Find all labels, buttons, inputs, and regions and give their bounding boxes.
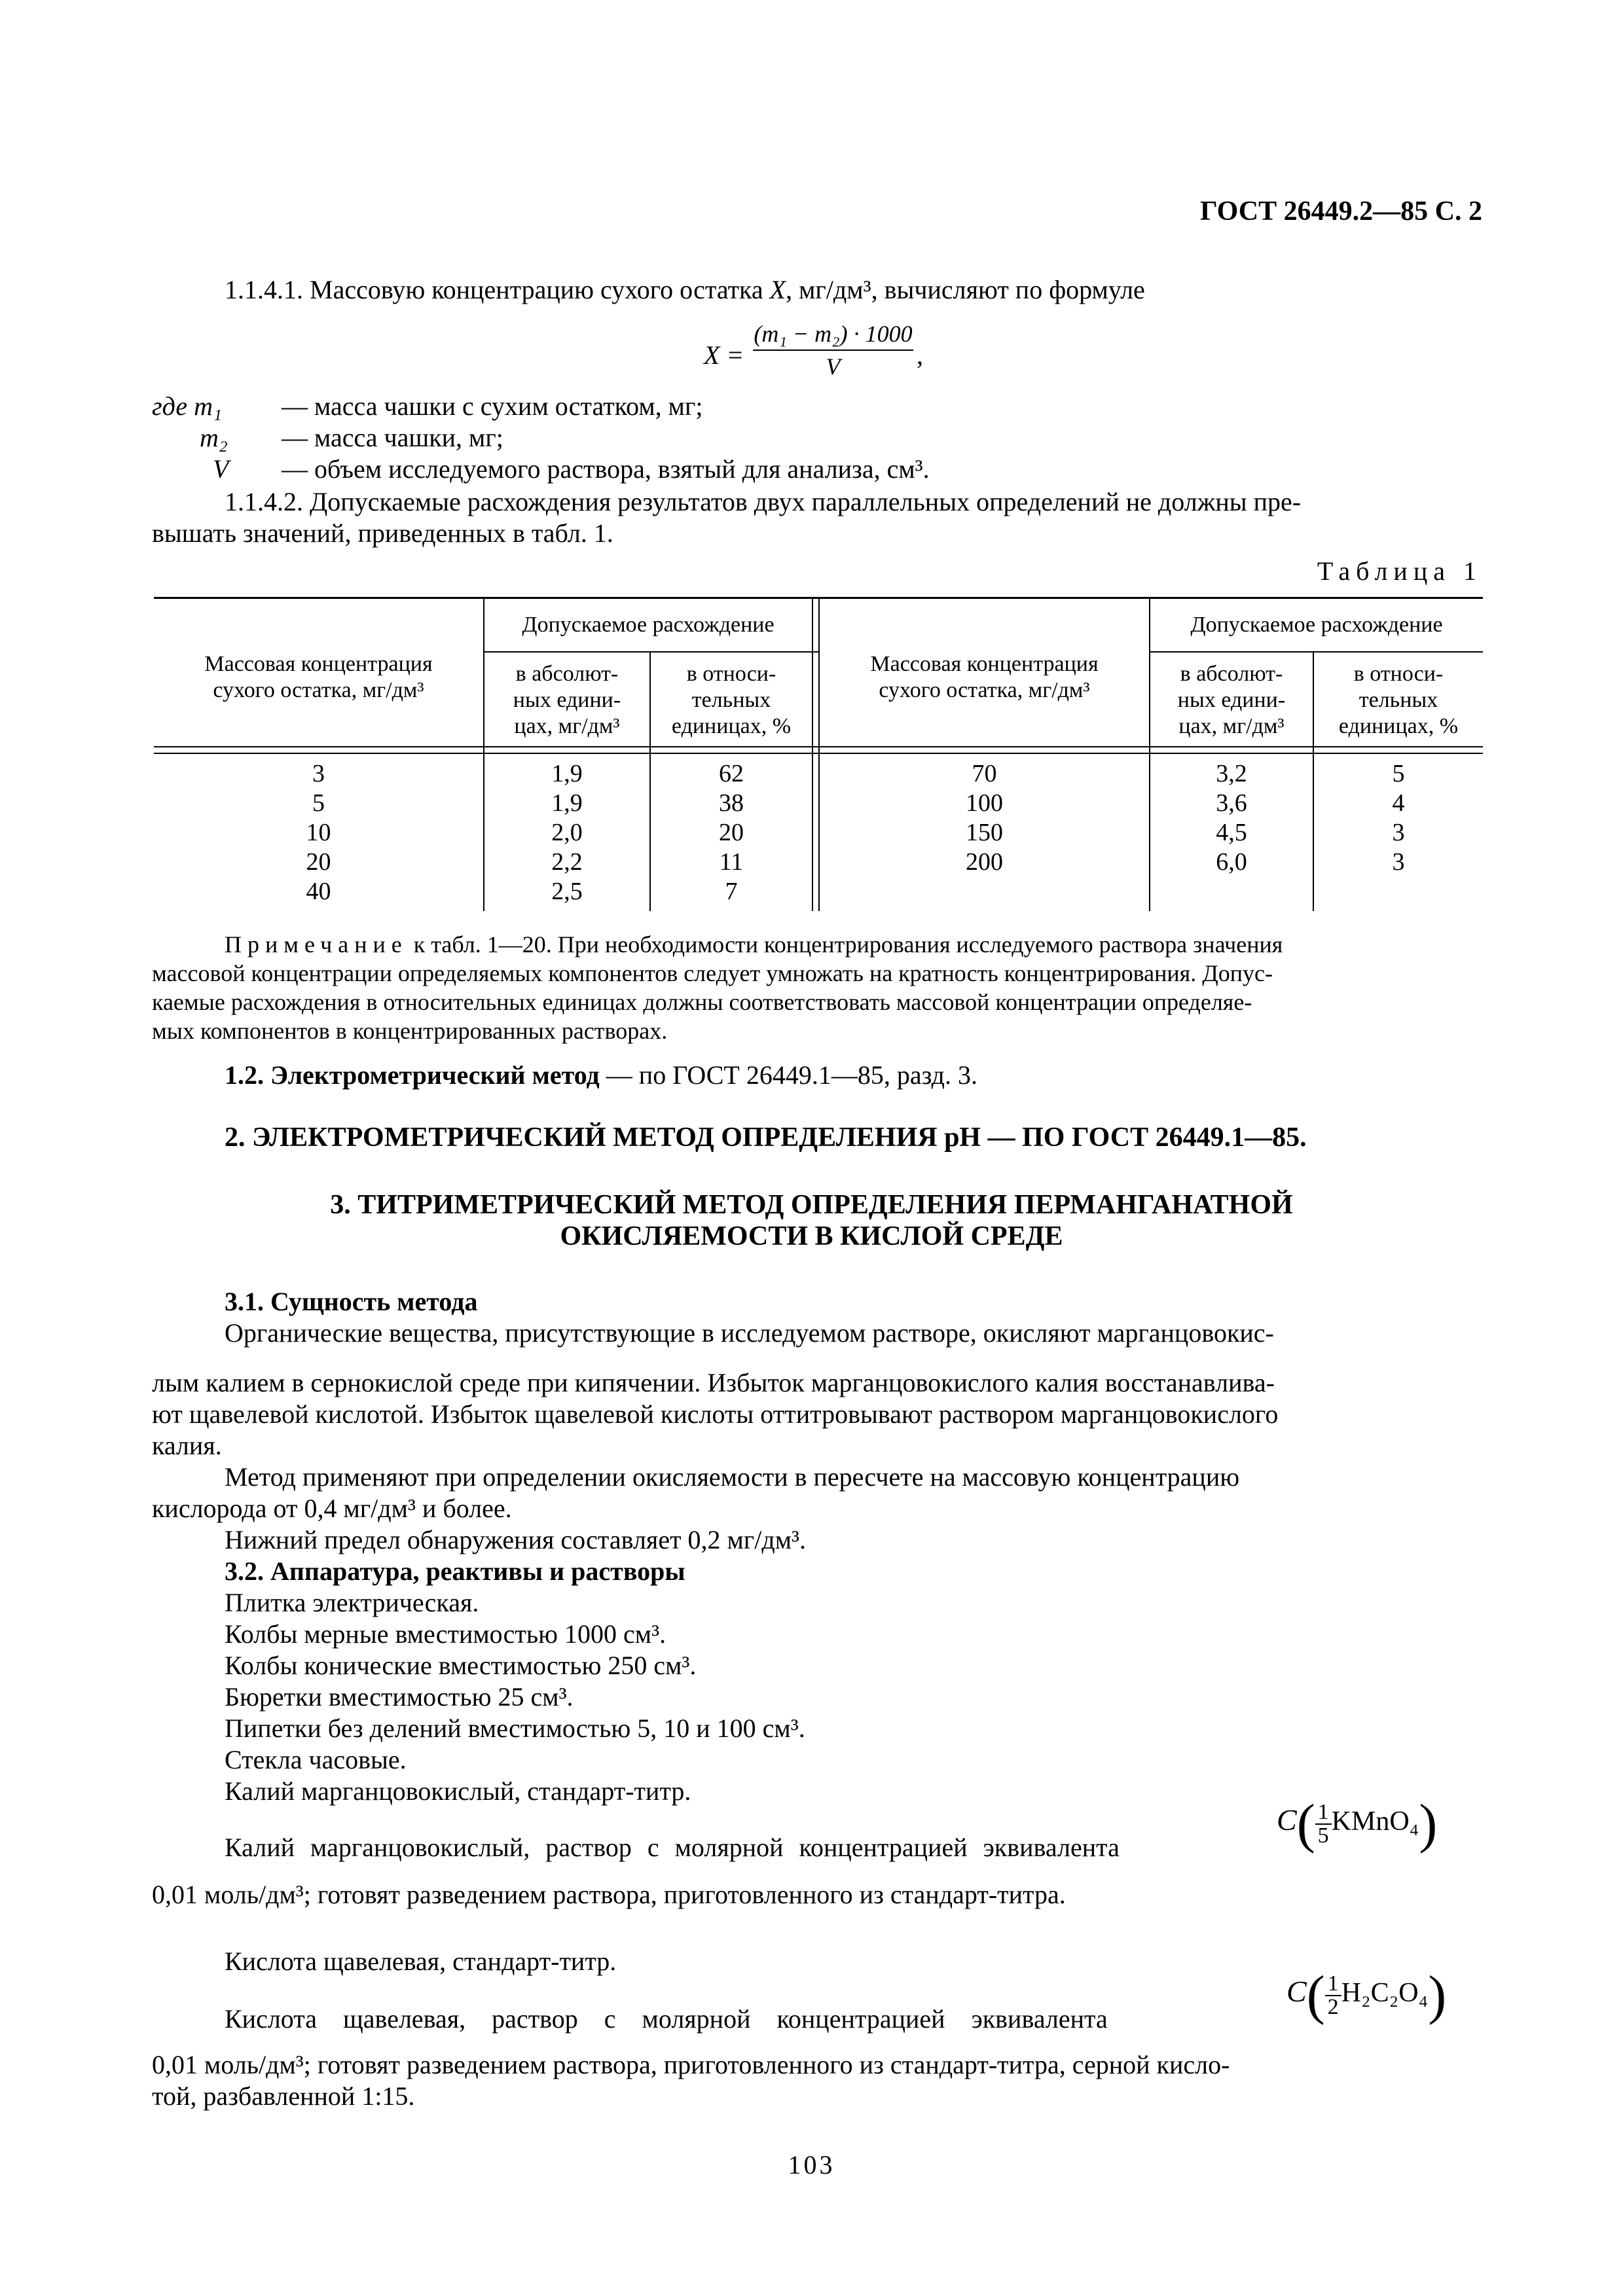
cell: 2,0 <box>551 819 583 846</box>
para-3-1-p1-l3: ют щавелевой кислотой. Избыток щавелевой кислоты оттитровывают раствором марганцовокислого <box>152 1399 1279 1429</box>
cell: 4 <box>1392 789 1405 817</box>
cell: 5 <box>312 789 325 817</box>
formula-fraction <box>753 321 913 380</box>
oxalic-fraction: $\frac{1}{2}$ <box>1325 1973 1341 2018</box>
cell: 150 <box>966 819 1003 846</box>
cell: 100 <box>966 789 1003 817</box>
list-item: Бюретки вместимостью 25 см³. <box>225 1682 574 1712</box>
th-rel-right-3: единицах, % <box>1338 714 1459 738</box>
cell: 20 <box>719 819 744 846</box>
th-abs-right-2: ных едини- <box>1177 688 1286 712</box>
page-number: 103 <box>788 2150 835 2179</box>
kmno4-line2: 0,01 моль/дм³; готовят разведением раствора, приготовленного из стандарт-титра. <box>152 1880 1066 1909</box>
th-abs-left-1: в абсолют- <box>515 662 619 686</box>
section-3-title-line1: 3. ТИТРИМЕТРИЧЕСКИЙ МЕТОД ОПРЕДЕЛЕНИЯ ПЕРМАНГАНАТНОЙ <box>330 1190 1293 1220</box>
section-2-title: 2. ЭЛЕКТРОМЕТРИЧЕСКИЙ МЕТОД ОПРЕДЕЛЕНИЯ pH — ПО ГОСТ 26449.1—85. <box>225 1122 1307 1153</box>
th-allowed-right: Допускаемое расхождение <box>1190 613 1443 637</box>
th-rel-right-2: тельных <box>1359 688 1438 712</box>
cell: 2,5 <box>551 878 583 905</box>
th-rel-left-1: в относи- <box>686 662 776 686</box>
cell: 2,2 <box>551 848 583 876</box>
col-right-abs <box>1150 759 1313 877</box>
note-line3: каемые расхождения в относительных единицах должны соответствовать массовой концентрации определяе- <box>152 989 1252 1015</box>
oxalic-formula: C( $\frac{1}{2}$ H₂C₂O₄) <box>1286 1965 1447 2026</box>
th-conc-right-1: Массовая концентрация <box>870 652 1099 676</box>
cell: 200 <box>966 848 1003 876</box>
cell: 3,6 <box>1216 789 1247 817</box>
th-conc-right-2: сухого остатка, мг/дм³ <box>879 678 1090 702</box>
oxalic-line1: Кислота щавелевая, раствор с молярной концентрацией эквивалента <box>225 2004 1108 2034</box>
para-1-1-4-2-line2: вышать значений, приведенных в табл. 1. <box>152 518 613 548</box>
table-caption: Таблица 1 <box>1317 556 1482 586</box>
cell: 7 <box>725 878 738 905</box>
where-text-1: — масса чашки с сухим остатком, мг; <box>282 391 703 421</box>
para-3-1-p2-l2: кислорода от 0,4 мг/дм³ и более. <box>152 1494 512 1523</box>
para-3-2-heading: 3.2. Аппаратура, реактивы и растворы <box>225 1556 685 1586</box>
section-3-title-line2: ОКИСЛЯЕМОСТИ В КИСЛОЙ СРЕДЕ <box>560 1221 1063 1251</box>
para-3-1-heading: 3.1. Сущность метода <box>225 1287 478 1316</box>
list-item: Калий марганцовокислый, стандарт-титр. <box>225 1776 691 1806</box>
table-vline-3a <box>812 597 813 911</box>
oxalic-standard: Кислота щавелевая, стандарт-титр. <box>225 1946 617 1976</box>
cell: 3 <box>1392 819 1405 846</box>
cell: 70 <box>972 760 997 787</box>
th-abs-right-1: в абсолют- <box>1180 662 1283 686</box>
kmno4-fraction: $\frac{1}{5}$ <box>1315 1801 1332 1847</box>
formula-denominator: V <box>826 353 841 380</box>
th-abs-right-3: цах, мг/дм³ <box>1178 714 1285 738</box>
cell: 40 <box>306 878 331 905</box>
where-text-3: — объем исследуемого раствора, взятый для анализа, см³. <box>282 454 930 484</box>
formula-lhs: X = <box>704 340 744 370</box>
formula-numerator: (m₁ − m₂) · 1000 <box>754 321 913 347</box>
para-1-2: 1.2. Электрометрический метод — по ГОСТ 26449.1—85, разд. 3. <box>225 1060 978 1090</box>
list-item: Пипетки без делений вместимостью 5, 10 и 100 см³. <box>225 1713 805 1743</box>
oxalic-line2: 0,01 моль/дм³; готовят разведением раствора, приготовленного из стандарт-титра, серной кисло- <box>152 2050 1230 2079</box>
col-left-rel <box>651 759 812 906</box>
para-3-1-p2-l1: Метод применяют при определении окисляемости в пересчете на массовую концентрацию <box>225 1462 1240 1492</box>
oxalic-line3: той, разбавленной 1:15. <box>152 2081 415 2111</box>
cell: 1,9 <box>551 760 583 787</box>
col-right-rel <box>1314 759 1483 877</box>
th-rel-left-3: единицах, % <box>671 714 792 738</box>
para-3-1-p3: Нижний предел обнаружения составляет 0,2 мг/дм³. <box>225 1525 807 1554</box>
th-abs-left-2: ных едини- <box>513 688 621 712</box>
table-subhead-rule-left <box>483 651 818 653</box>
th-rel-right-1: в относи- <box>1353 662 1444 686</box>
th-abs-left-3: цах, мг/дм³ <box>514 714 620 738</box>
where-text-2: — масса чашки, мг; <box>282 423 503 452</box>
cell: 5 <box>1392 760 1405 787</box>
formula-comma: , <box>917 340 923 370</box>
para-3-1-p1-l1: Органические вещества, присутствующие в исследуемом растворе, окисляют марганцовокис- <box>225 1318 1274 1348</box>
kmno4-line1: Калий марганцовокислый, раствор с молярной концентрацией эквивалента <box>225 1833 1120 1862</box>
para-3-1-p1-l2: лым калием в сернокислой среде при кипячении. Избыток марганцовокислого калия восстанавлива- <box>152 1368 1275 1397</box>
th-allowed-left: Допускаемое расхождение <box>522 613 775 637</box>
cell: 3 <box>312 760 325 787</box>
gost-header: ГОСТ 26449.2—85 С. 2 <box>1199 196 1482 226</box>
cell: 38 <box>719 789 744 817</box>
where-sym-3: V <box>213 454 229 484</box>
para-1-1-4-2-line1: 1.1.4.2. Допускаемые расхождения результатов двух параллельных определений не должны пре- <box>225 487 1302 516</box>
col-left-conc <box>154 759 483 906</box>
th-conc-left-2: сухого остатка, мг/дм³ <box>213 678 424 702</box>
table-subhead-rule-right <box>1149 651 1483 653</box>
th-rel-left-2: тельных <box>691 688 771 712</box>
list-item: Плитка электрическая. <box>225 1588 479 1617</box>
where-sym-1: где m₁ <box>152 391 222 421</box>
note-line4: мых компонентов в концентрированных растворах. <box>152 1018 668 1044</box>
cell: 4,5 <box>1216 819 1247 846</box>
col-left-abs <box>484 759 649 906</box>
para-3-1-p1-l4: калия. <box>152 1431 222 1460</box>
col-right-conc <box>820 759 1149 877</box>
where-sym-2: m₂ <box>200 423 228 452</box>
list-item: Колбы мерные вместимостью 1000 см³. <box>225 1619 666 1649</box>
cell: 6,0 <box>1216 848 1247 876</box>
kmno4-formula: C( $\frac{1}{5}$ KMnO₄) <box>1277 1793 1438 1854</box>
cell: 62 <box>719 760 744 787</box>
para-1-1-4-1: 1.1.4.1. Массовую концентрацию сухого остатка X, мг/дм³, вычисляют по формуле <box>225 275 1145 304</box>
cell: 10 <box>306 819 331 846</box>
cell: 1,9 <box>551 789 583 817</box>
list-item: Стекла часовые. <box>225 1745 407 1774</box>
list-item: Колбы конические вместимостью 250 см³. <box>225 1651 697 1680</box>
th-conc-left-1: Массовая концентрация <box>204 652 433 676</box>
cell: 20 <box>306 848 331 876</box>
cell: 3,2 <box>1216 760 1247 787</box>
formula-bar <box>753 350 913 351</box>
cell: 11 <box>719 848 744 876</box>
note-line2: массовой концентрации определяемых компонентов следует умножать на кратность концентрирования. Допус- <box>152 960 1273 986</box>
cell: 3 <box>1392 848 1405 876</box>
note-line1: Примечание к табл. 1—20. При необходимости концентрирования исследуемого раствора значения <box>225 931 1283 958</box>
